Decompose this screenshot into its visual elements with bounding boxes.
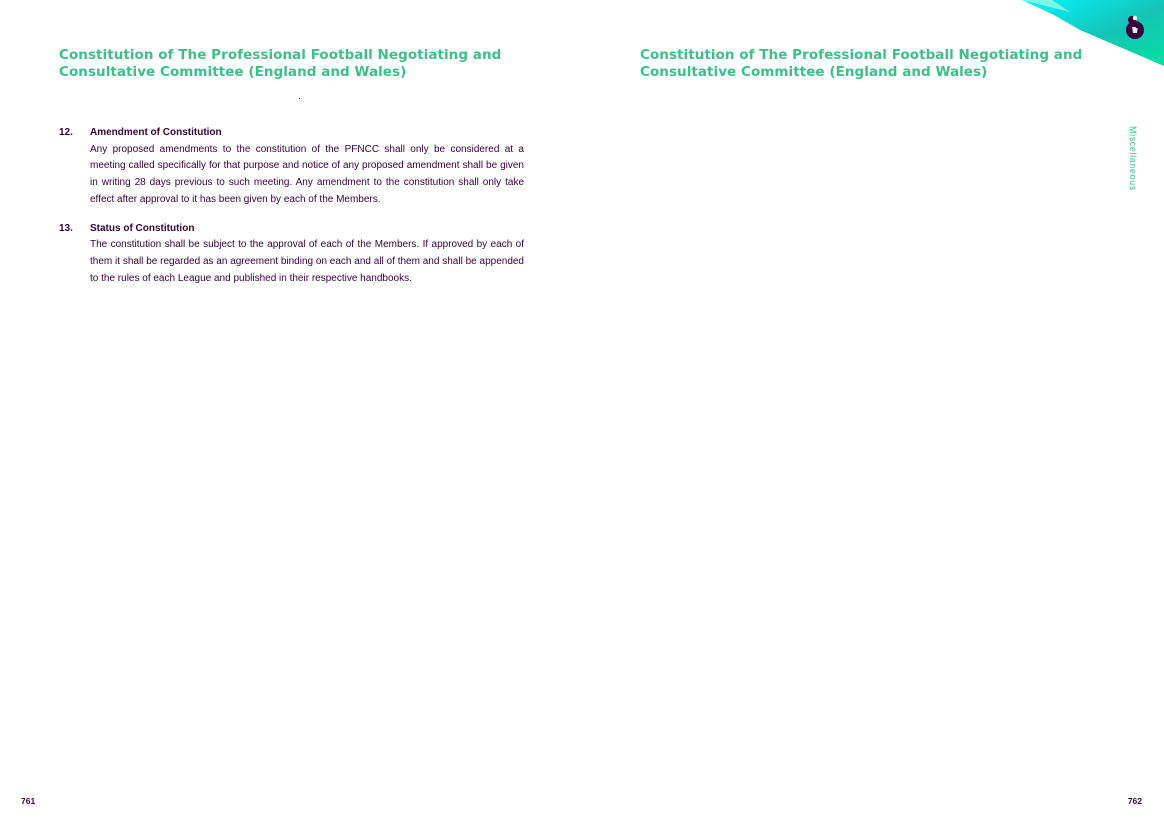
section-body — [90, 221, 524, 288]
page-heading-line-2: Consultative Committee (England and Wales) — [59, 64, 407, 80]
section-text: Any proposed amendments to the constitution of the PFNCC shall only be considered at a meeting called specifically for that purpose and notice of any proposed amendment shall be given in writing 28 days previous to such meeting. Any amendment to the constitution shall only take effect after approval to it has been given by each of the Members. — [90, 143, 524, 205]
section-title: Status of Constitution — [90, 222, 195, 234]
section-number: 12. — [59, 127, 73, 138]
section-title: Amendment of Constitution — [90, 127, 222, 138]
section-number: 13. — [59, 222, 73, 234]
section-side-tab: Miscellaneous — [1128, 126, 1138, 191]
page-heading-line-1: Constitution of The Professional Football Negotiating and — [59, 47, 502, 63]
section-13 — [59, 221, 524, 288]
page-number: 762 — [1127, 796, 1142, 806]
section-text: The constitution shall be subject to the approval of each of the Members. If approved by each of them it shall be regarded as an agreement binding on each and all of them and shall be appended to the rules of each League and published in their respective handbooks. — [90, 239, 524, 284]
page-number: 761 — [21, 796, 36, 806]
stray-dot — [299, 98, 300, 99]
section-12 — [59, 125, 524, 209]
page-heading — [640, 47, 1082, 81]
page-heading-line-1: Constitution of The Professional Football Negotiating and — [640, 47, 1083, 63]
page-heading — [59, 47, 501, 81]
section-body — [90, 125, 524, 209]
sections-list — [59, 125, 524, 299]
right-page — [582, 0, 1164, 825]
page-heading-line-2: Consultative Committee (England and Wales) — [640, 64, 988, 80]
